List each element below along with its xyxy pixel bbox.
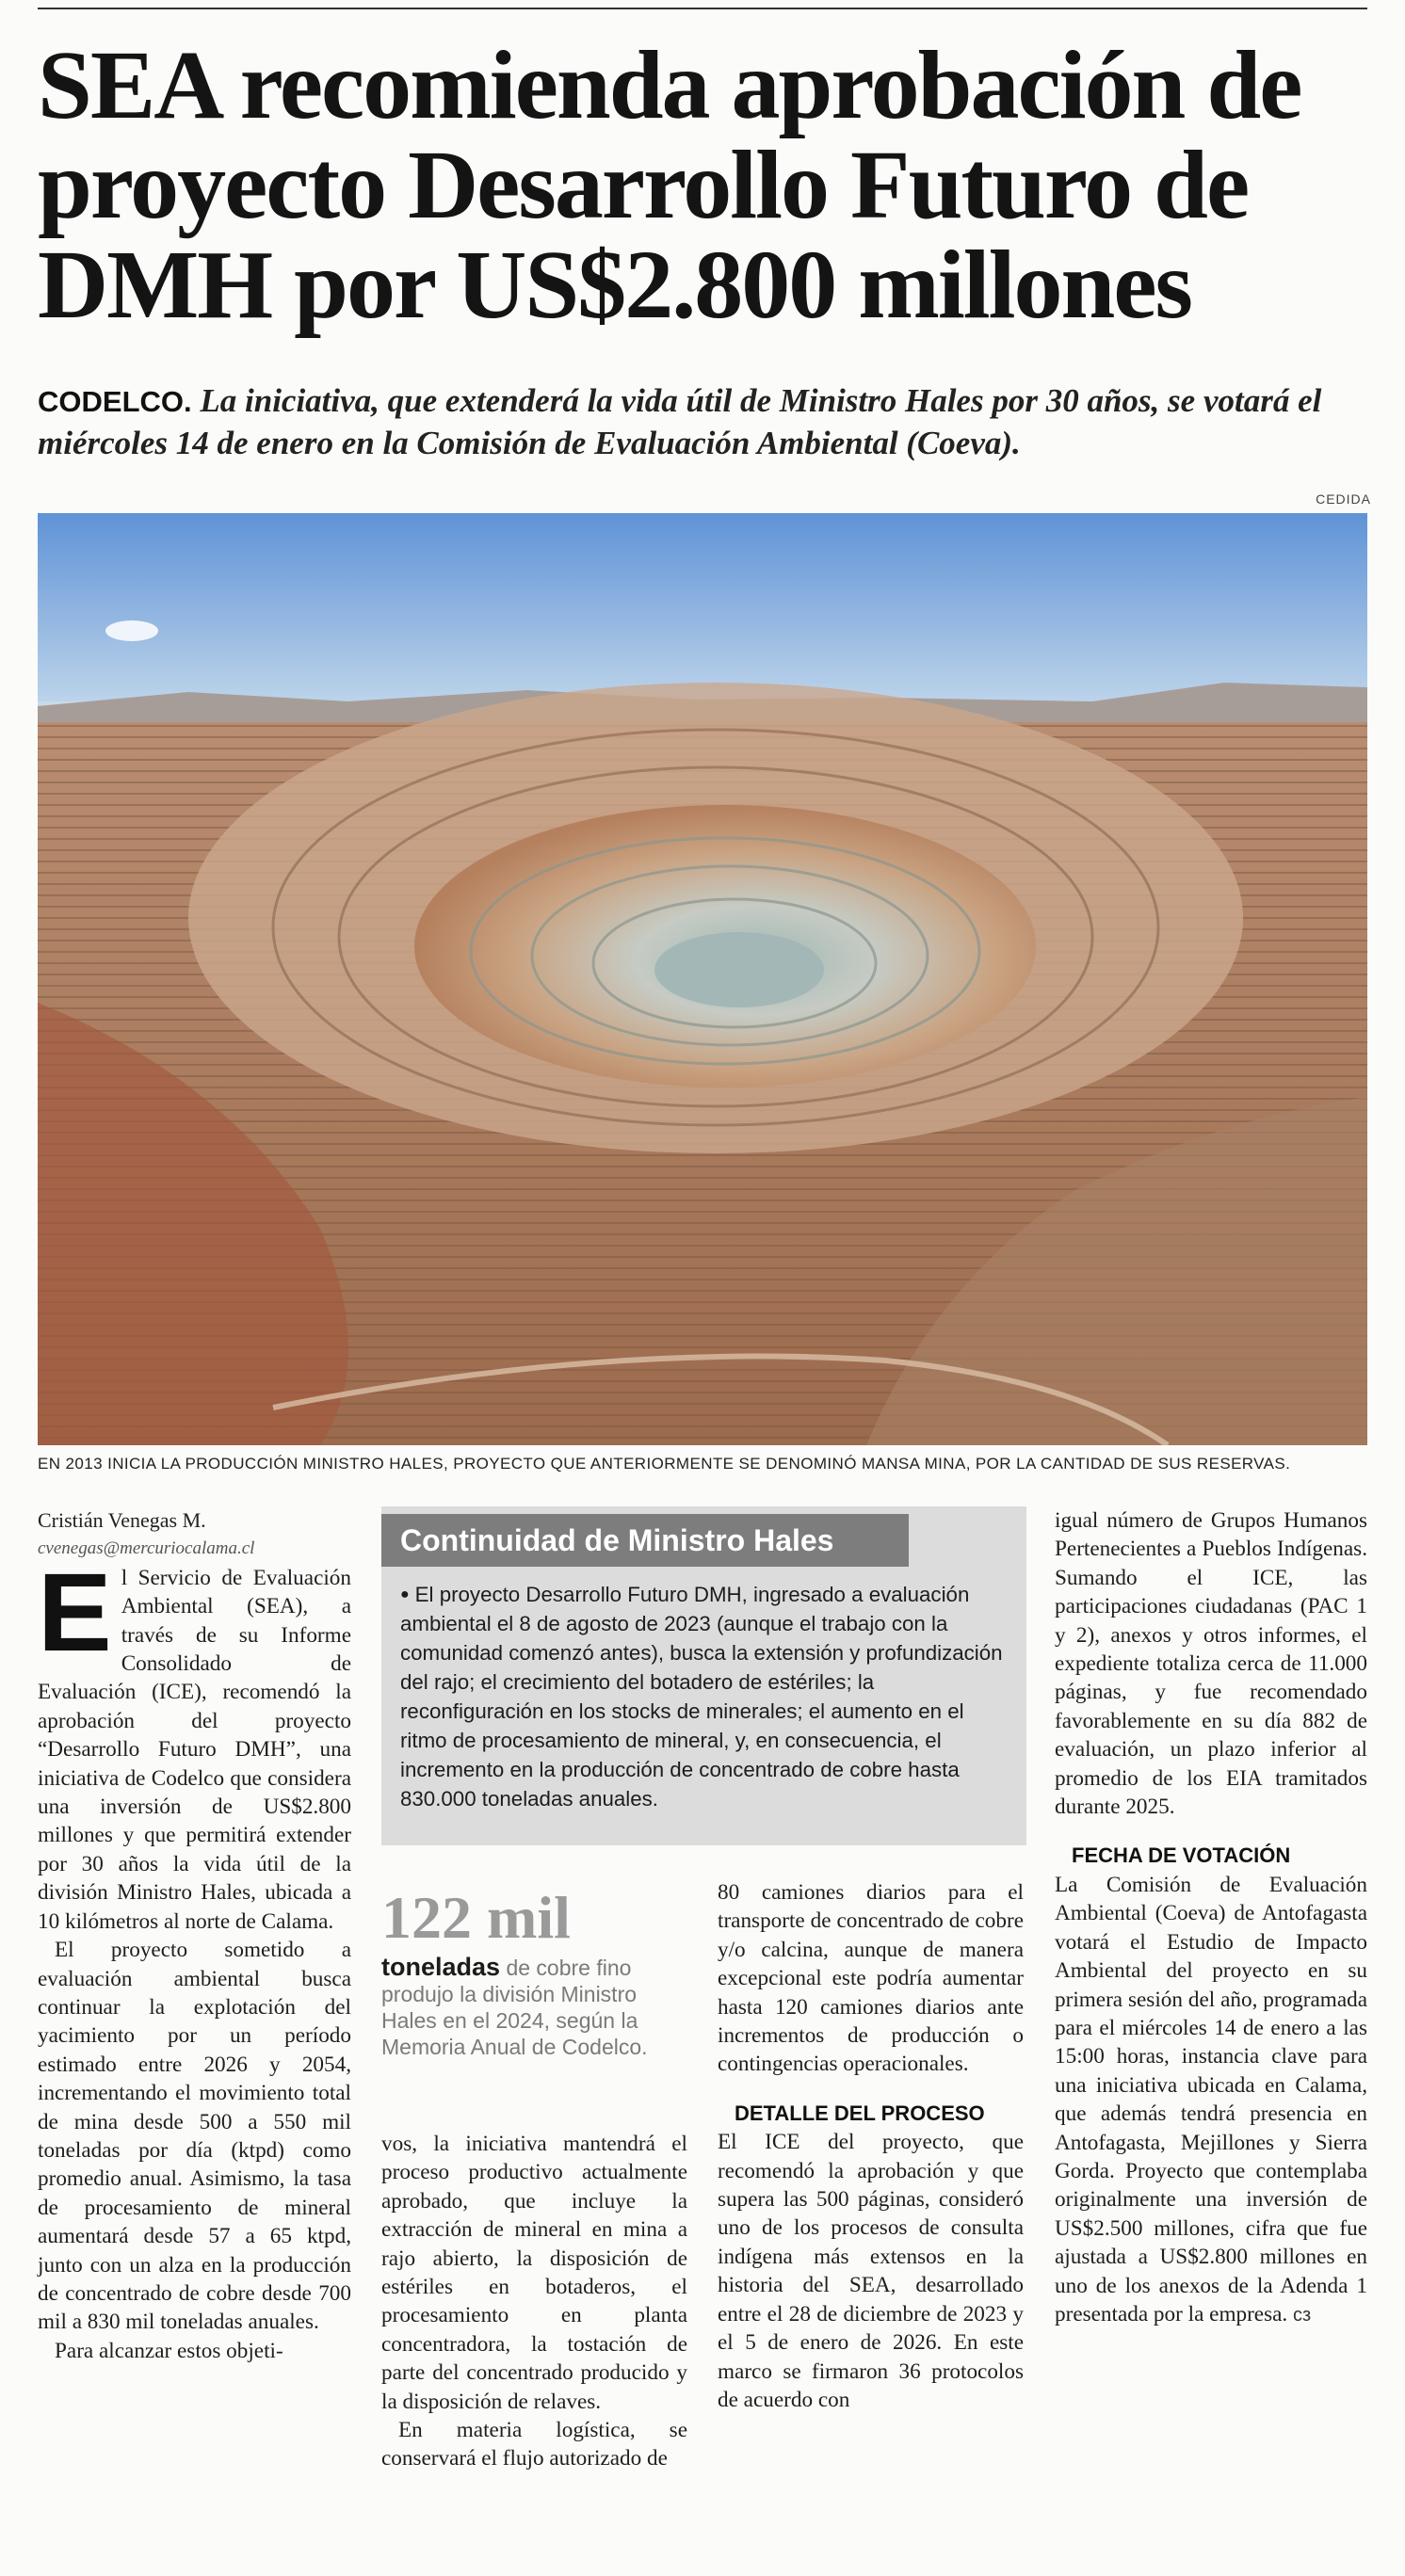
headline: SEA recomienda aprobación de proyecto Desarrollo Futuro de DMH por US$2.800 millones <box>38 31 1301 339</box>
photo-caption: EN 2013 INICIA LA PRODUCCIÓN MINISTRO HALES, PROYECTO QUE ANTERIORMENTE SE DENOMINÓ MANSA MINA, POR LA CANTIDAD DE SUS RESERVAS. <box>38 1455 1291 1473</box>
deck-text: La iniciativa, que extenderá la vida útil de Ministro Hales por 30 años, se votará el miércoles 14 de enero en la Comisión de Evaluación Ambiental (Coeva). <box>38 382 1322 461</box>
article-paragraph-8: igual número de Grupos Humanos Pertenecientes a Pueblos Indígenas. Sumando el ICE, las participaciones ciudadanas (PAC 1 y 2), anexos y otros informes, el expediente totaliza cerca de 11.000 páginas, y fue recomendado favorablemente en su día 882 de evaluación, un plazo inferior al promedio de los EIA tramitados durante 2025. <box>1055 1508 1367 1820</box>
dropcap: E <box>38 1550 112 1675</box>
photo-credit: CEDIDA <box>1316 491 1371 507</box>
mine-photo <box>38 513 1367 1445</box>
article-paragraph-4: vos, la iniciativa mantendrá el proceso productivo actualmente aprobado, que incluye la extracción de mineral en mina a rajo abierto, la disposición de estériles en botaderos, el procesamiento en planta concentradora, la tostación de parte del concentrado producido y la disposición de relaves. <box>381 2132 687 2414</box>
article-paragraph-9 <box>1055 1871 1367 2330</box>
end-mark-icon: cз <box>1293 2304 1312 2326</box>
deck-kicker: CODELCO. <box>38 385 192 418</box>
article-column-2 <box>381 2130 687 2473</box>
stat-number: 122 mil <box>381 1884 571 1951</box>
article-paragraph-6: 80 camiones diarios para el transporte de concentrado de cobre y/o calcina, aunque de manera excepcional este podría aumentar hasta 120 camiones diarios ante incrementos de producción o contingencias operacionales. <box>718 1880 1024 2077</box>
article-column-1 <box>38 1506 351 2365</box>
stat-text <box>381 1954 687 2060</box>
sidebar-box-text: El proyecto Desarrollo Futuro DMH, ingresado a evaluación ambiental el 8 de agosto de 2023 (aunque el trabajo con la comunidad comenzó antes), busca la extensión y profundización del rajo; el crecimiento del botadero de estériles; la reconfiguración en los stocks de minerales; el aumento en el ritmo de procesamiento de mineral, y, en consecuencia, el incremento en la producción de concentrado de cobre hasta 830.000 toneladas anuales. <box>400 1583 1003 1811</box>
subhead-fecha: FECHA DE VOTACIÓN <box>1072 1843 1291 1868</box>
article-column-4 <box>1055 1506 1367 2329</box>
stat-description: de cobre fino produjo la división Ministro Hales en el 2024, según la Memoria Anual de Codelco. <box>381 1956 648 2059</box>
subhead-detalle: DETALLE DEL PROCESO <box>735 2101 985 2125</box>
sidebar-box <box>381 1506 1026 1845</box>
article-paragraph-5: En materia logística, se conservará el flujo autorizado de <box>381 2418 687 2471</box>
article-paragraph-3: Para alcanzar estos objeti- <box>55 2338 283 2363</box>
deck <box>38 380 1375 464</box>
article-paragraph-1 <box>38 1550 351 1936</box>
byline-author: Cristián Venegas M. <box>38 1508 206 1532</box>
stat-bold: toneladas <box>381 1953 501 1981</box>
article-column-3 <box>718 1878 1024 2414</box>
article-paragraph-7: El ICE del proyecto, que recomendó la aprobación y que supera las 500 páginas, consideró uno de los procesos de consulta indígena más extensos en la historia del SEA, desarrollado entre el 28 de diciembre de 2023 y el 5 de enero de 2026. En este marco se firmaron 36 protocolos de acuerdo con <box>718 2130 1024 2412</box>
article-paragraph-2: El proyecto sometido a evaluación ambiental busca continuar la explotación del yacimiento por un período estimado entre 2026 y 2054, incrementando el movimiento total de mina desde 500 a 550 mil toneladas por día (ktpd) como promedio anual. Asimismo, la tasa de procesamiento de mineral aumentará desde 57 a 65 ktpd, junto con un alza en la producción de concentrado de cobre desde 700 mil a 830 mil toneladas anuales. <box>38 1938 351 2335</box>
sidebar-box-title: Continuidad de Ministro Hales <box>381 1514 909 1567</box>
sidebar-box-body <box>400 1580 1008 1813</box>
top-rule <box>38 8 1367 9</box>
paragraph-9-text: La Comisión de Evaluación Ambiental (Coeva) de Antofagasta votará el Estudio de Impacto Ambiental del proyecto en su primera sesión del año, programada para el miércoles 14 de enero a las 15:00 horas, instancia clave para una iniciativa ubicada en Calama, que además tendrá presencia en Antofagasta, Mejillones y Sierra Gorda. Proyecto que contemplaba originalmente una inversión de US$2.500 millones, cifra que fue ajustada a US$2.800 millones en uno de los anexos de la Adenda 1 presentada por la empresa. <box>1055 1872 1367 2326</box>
open-pit-mine-illustration <box>38 513 1367 1445</box>
byline-email: cvenegas@mercuriocalama.cl <box>38 1538 255 1559</box>
bullet-icon: ● <box>400 1586 410 1602</box>
stat-callout <box>381 1884 687 2060</box>
paragraph-1-text: l Servicio de Evaluación Ambiental (SEA), a través de su Informe Consolidado de Evaluación (ICE), recomendó la aprobación del proyecto “Desarrollo Futuro DMH”, una iniciativa de Codelco que considera una inversión de US$2.800 millones y que permitirá extender por 30 años la vida útil de la división Ministro Hales, ubicada a 10 kilómetros al norte de Calama. <box>38 1565 351 1934</box>
